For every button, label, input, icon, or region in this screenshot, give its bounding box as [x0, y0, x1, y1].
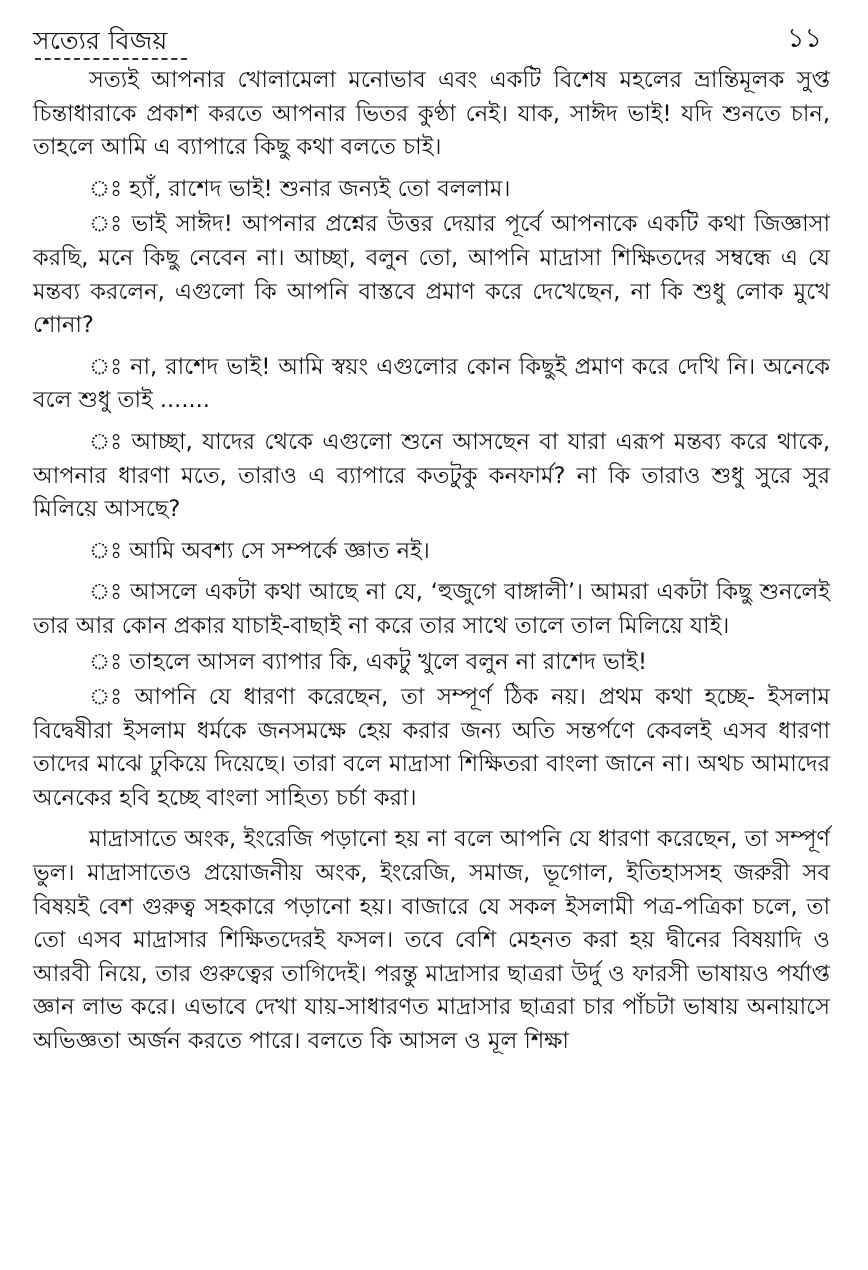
paragraph: ঃ হ্যাঁ, রাশেদ ভাই! শুনার জন্যই তো বললাম। — [89, 175, 511, 202]
paragraph: সত্যই আপনার খোলামেলা মনোভাব এবং একটি বিশেষ মহলের ভ্রান্তিমূলক সুপ্ত চিন্তাধারাকে প্রকাশ করতে আপনার ভিতর কুণ্ঠা নেই। যাক, সাঈদ ভাই! যদি শুনতে চান, তাহলে আমি এ ব্যাপারে কিছু কথা বলতে চাই। — [33, 67, 830, 161]
paragraph: মাদ্রাসাতে অংক, ইংরেজি পড়ানো হয় না বলে আপনি যে ধারণা করেছেন, তা সম্পূর্ণ ভুল। মাদ্রাসাতেও প্রয়োজনীয় অংক, ইংরেজি, সমাজ, ভূগোল, ইতিহাসসহ জরুরী সব বিষয়ই বেশ গুরুত্ব সহকারে পড়ানো হয়। বাজারে যে সকল ইসলামী পত্র-পত্রিকা চলে, তা তো এসব মাদ্রাসার শিক্ষিতদেরই ফসল। তবে বেশি মেহনত করা হয় দ্বীনের বিষয়াদি ও আরবী নিয়ে, তার গুরুত্বের তাগিদেই। পরন্তু মাদ্রাসার ছাত্ররা উর্দু ও ফারসী ভাষায়ও পর্যাপ্ত জ্ঞান লাভ করে। এভাবে দেখা যায়-সাধারণত মাদ্রাসার ছাত্ররা চার পাঁচটা ভাষায় অনায়াসে অভিজ্ঞতা অর্জন করতে পারে। বলতে কি আসল ও মূল শিক্ষা — [33, 826, 830, 1055]
paragraph: ঃ আসলে একটা কথা আছে না যে, ‘হুজুগে বাঙ্গালী’। আমরা একটা কিছু শুনলেই তার আর কোন প্রকার যাচাই-বাছাই না করে তার সাথে তালে তাল মিলিয়ে যাই। — [33, 579, 830, 639]
page-number: ১১ — [786, 23, 822, 54]
paragraph: ঃ না, রাশেদ ভাই! আমি স্বয়ং এগুলোর কোন কিছুই প্রমাণ করে দেখি নি। অনেকে বলে শুধু তাই ....... — [33, 353, 830, 414]
page-header — [33, 0, 830, 64]
body-text — [33, 64, 830, 1059]
paragraph: ঃ আচ্ছা, যাদের থেকে এগুলো শুনে আসছেন বা যারা এরূপ মন্তব্য করে থাকে, আপনার ধারণা মতে, তারাও এ ব্যাপারে কতটুকু কনফার্ম? না কি তারাও শুধু সুরে সুর মিলিয়ে আসছে? — [33, 428, 830, 523]
title-underline — [35, 58, 187, 60]
paragraph: ঃ আমি অবশ্য সে সম্পর্কে জ্ঞাত নই। — [89, 537, 430, 564]
paragraph: ঃ আপনি যে ধারণা করেছেন, তা সম্পূর্ণ ঠিক নয়। প্রথম কথা হচ্ছে- ইসলাম বিদ্বেষীরা ইসলাম ধর্মকে জনসমক্ষে হেয় করার জন্য অতি সন্তর্পণে কেবলই এসব ধারণা তাদের মাঝে ঢুকিয়ে দিয়েছে। তারা বলে মাদ্রাসা শিক্ষিতরা বাংলা জানে না। অথচ আমাদের অনেকের হবি হচ্ছে বাংলা সাহিত্য চর্চা করা। — [33, 684, 830, 811]
running-title: সত্যের বিজয় — [33, 26, 168, 55]
paragraph: ঃ ভাই সাঈদ! আপনার প্রশ্নের উত্তর দেয়ার পূর্বে আপনাকে একটি কথা জিজ্ঞাসা করছি, মনে কিছু নেবেন না। আচ্ছা, বলুন তো, আপনি মাদ্রাসা শিক্ষিতদের সম্বন্ধে এ যে মন্তব্য করলেন, এগুলো কি আপনি বাস্তবে প্রমাণ করে দেখেছেন, না কি শুধু লোক মুখে শোনা? — [33, 211, 830, 339]
paragraph: ঃ তাহলে আসল ব্যাপার কি, একটু খুলে বলুন না রাশেদ ভাই! — [89, 648, 648, 675]
